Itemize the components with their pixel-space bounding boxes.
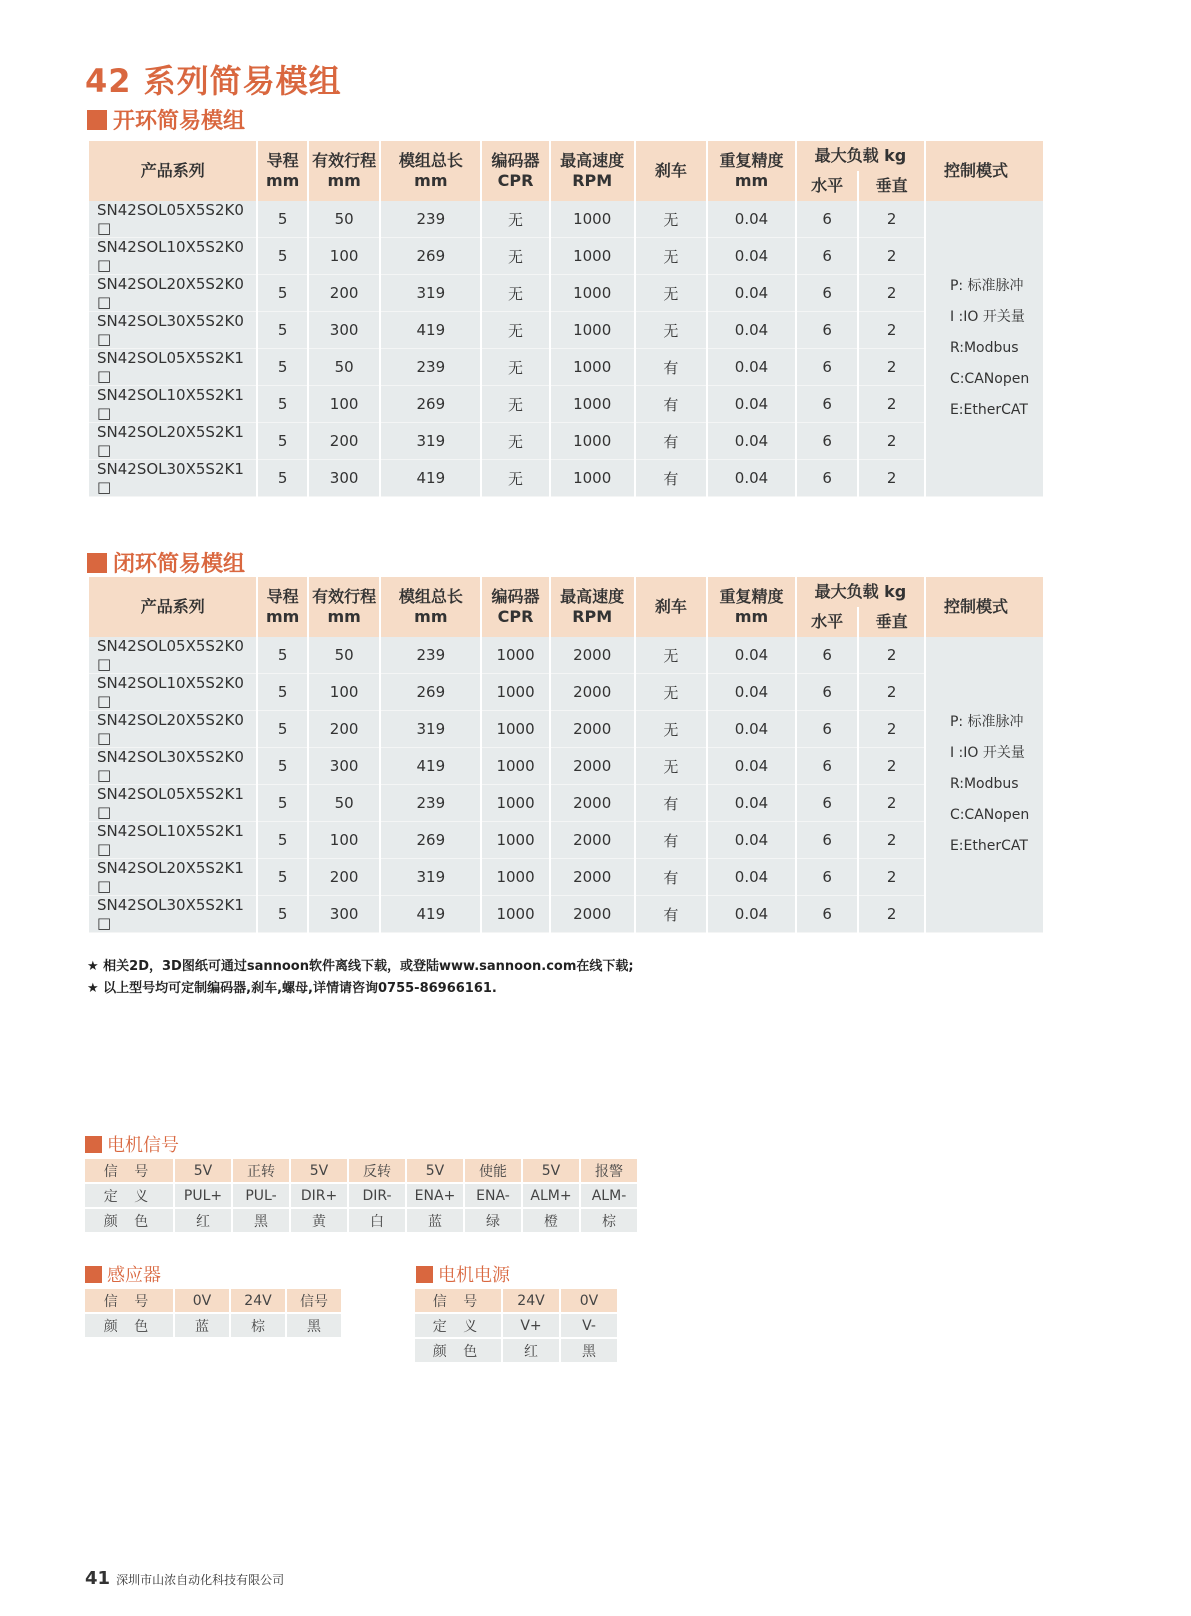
table-cell: 正转 — [233, 1159, 289, 1182]
cell-length: 239 — [381, 785, 480, 822]
cell-lead: 5 — [258, 275, 306, 312]
control-mode-item: C:CANopen — [949, 807, 1030, 823]
cell-load-vertical: 2 — [859, 674, 924, 711]
cell-brake: 无 — [636, 275, 707, 312]
table-cell: 蓝 — [407, 1209, 463, 1232]
cell-speed: 2000 — [551, 748, 634, 785]
cell-speed: 1000 — [551, 312, 634, 349]
table-row — [415, 1289, 617, 1312]
table-cell: 黑 — [233, 1209, 289, 1232]
cell-length: 239 — [381, 349, 480, 386]
col-series-header: 产品系列 — [89, 141, 256, 201]
motor-signal-heading — [85, 1131, 179, 1157]
table-row — [89, 711, 1043, 748]
sensor-heading — [85, 1261, 161, 1287]
cell-model: SN42SOL10X5S2K0 □ — [89, 238, 256, 275]
row-label: 信 号 — [85, 1289, 173, 1312]
cell-encoder: 无 — [482, 423, 549, 460]
cell-load-vertical: 2 — [859, 386, 924, 423]
cell-precision: 0.04 — [708, 386, 795, 423]
cell-load-vertical: 2 — [859, 896, 924, 933]
table-row — [89, 637, 1043, 674]
cell-stroke: 100 — [309, 674, 380, 711]
col-brake-header: 刹车 — [636, 141, 707, 201]
control-modes-cell — [926, 201, 1043, 497]
cell-model: SN42SOL30X5S2K0 □ — [89, 748, 256, 785]
cell-encoder: 1000 — [482, 674, 549, 711]
cell-brake: 有 — [636, 423, 707, 460]
cell-lead: 5 — [258, 312, 306, 349]
cell-speed: 1000 — [551, 349, 634, 386]
cell-lead: 5 — [258, 637, 306, 674]
motor-power-table — [413, 1287, 619, 1364]
cell-load-vertical: 2 — [859, 201, 924, 238]
table-row — [89, 201, 1043, 238]
table-cell: 蓝 — [175, 1314, 229, 1337]
control-mode-item: P: 标准脉冲 — [949, 714, 1024, 730]
cell-speed: 2000 — [551, 785, 634, 822]
cell-encoder: 1000 — [482, 711, 549, 748]
cell-load-vertical: 2 — [859, 637, 924, 674]
open-loop-heading-text: 开环简易模组 — [113, 109, 246, 134]
cell-brake: 无 — [636, 312, 707, 349]
cell-speed: 2000 — [551, 859, 634, 896]
table-cell: PUL- — [233, 1184, 289, 1207]
table-row — [89, 275, 1043, 312]
cell-load-vertical: 2 — [859, 460, 924, 497]
cell-speed: 2000 — [551, 822, 634, 859]
control-mode-item: E:EtherCAT — [949, 402, 1028, 418]
control-mode-item: P: 标准脉冲 — [949, 278, 1024, 294]
col-precision-header: 重复精度 mm — [708, 141, 795, 201]
col-brake-header: 刹车 — [636, 577, 707, 637]
cell-stroke: 300 — [309, 312, 380, 349]
col-control-header: 控制模式 — [926, 141, 1043, 201]
row-label: 信 号 — [415, 1289, 501, 1312]
cell-load-horizontal: 6 — [797, 201, 858, 238]
cell-model: SN42SOL30X5S2K1 □ — [89, 460, 256, 497]
page-number: 41 — [85, 1568, 111, 1589]
cell-stroke: 300 — [309, 748, 380, 785]
cell-load-horizontal: 6 — [797, 859, 858, 896]
cell-brake: 无 — [636, 238, 707, 275]
table-row — [89, 386, 1043, 423]
table-row — [89, 822, 1043, 859]
cell-speed: 1000 — [551, 275, 634, 312]
cell-precision: 0.04 — [708, 349, 795, 386]
cell-lead: 5 — [258, 674, 306, 711]
cell-load-horizontal: 6 — [797, 785, 858, 822]
cell-brake: 有 — [636, 349, 707, 386]
cell-load-vertical: 2 — [859, 349, 924, 386]
cell-load-vertical: 2 — [859, 822, 924, 859]
table-cell: 24V — [231, 1289, 285, 1312]
col-vertical-header: 垂直 — [859, 171, 924, 201]
cell-load-horizontal: 6 — [797, 674, 858, 711]
col-speed-header: 最高速度 RPM — [551, 577, 634, 637]
col-encoder-header: 编码器 CPR — [482, 577, 549, 637]
table-cell: 反转 — [349, 1159, 405, 1182]
cell-precision: 0.04 — [708, 201, 795, 238]
section-marker-icon — [85, 1266, 102, 1283]
cell-length: 239 — [381, 637, 480, 674]
cell-precision: 0.04 — [708, 822, 795, 859]
cell-model: SN42SOL05X5S2K1 □ — [89, 349, 256, 386]
table-cell: 使能 — [465, 1159, 521, 1182]
cell-load-vertical: 2 — [859, 859, 924, 896]
cell-model: SN42SOL05X5S2K0 □ — [89, 201, 256, 238]
control-mode-item: R:Modbus — [949, 776, 1019, 792]
row-label: 定 义 — [85, 1184, 173, 1207]
cell-stroke: 300 — [309, 460, 380, 497]
cell-lead: 5 — [258, 460, 306, 497]
table-cell: ALM+ — [523, 1184, 579, 1207]
cell-load-horizontal: 6 — [797, 349, 858, 386]
table-cell: 报警 — [581, 1159, 637, 1182]
table-row — [85, 1159, 637, 1182]
table-cell: 棕 — [581, 1209, 637, 1232]
note-line: ★ 以上型号均可定制编码器,刹车,螺母,详情请咨询0755-86966161. — [87, 981, 497, 996]
cell-lead: 5 — [258, 785, 306, 822]
table-cell: 红 — [175, 1209, 231, 1232]
cell-stroke: 200 — [309, 711, 380, 748]
col-stroke-header: 有效行程 mm — [309, 141, 380, 201]
table-cell: ALM- — [581, 1184, 637, 1207]
col-horizontal-header: 水平 — [797, 171, 858, 201]
cell-brake: 有 — [636, 859, 707, 896]
cell-stroke: 50 — [309, 637, 380, 674]
cell-load-horizontal: 6 — [797, 275, 858, 312]
cell-length: 419 — [381, 748, 480, 785]
cell-brake: 有 — [636, 460, 707, 497]
table-row — [415, 1314, 617, 1337]
table-row — [89, 674, 1043, 711]
cell-brake: 有 — [636, 386, 707, 423]
col-stroke-header: 有效行程 mm — [309, 577, 380, 637]
cell-precision: 0.04 — [708, 711, 795, 748]
cell-model: SN42SOL10X5S2K1 □ — [89, 822, 256, 859]
notes — [87, 956, 634, 1000]
cell-model: SN42SOL30X5S2K0 □ — [89, 312, 256, 349]
col-encoder-header: 编码器 CPR — [482, 141, 549, 201]
cell-lead: 5 — [258, 386, 306, 423]
cell-stroke: 100 — [309, 238, 380, 275]
cell-model: SN42SOL20X5S2K1 □ — [89, 859, 256, 896]
cell-model: SN42SOL05X5S2K1 □ — [89, 785, 256, 822]
col-length-header: 模组总长 mm — [381, 141, 480, 201]
cell-brake: 无 — [636, 748, 707, 785]
cell-stroke: 200 — [309, 859, 380, 896]
motor-signal-table — [83, 1157, 639, 1234]
open-loop-spec-table — [87, 141, 1045, 497]
sensor-heading-text: 感应器 — [107, 1265, 161, 1286]
cell-length: 419 — [381, 460, 480, 497]
table-cell: 5V — [291, 1159, 347, 1182]
table-cell: 绿 — [465, 1209, 521, 1232]
col-length-header: 模组总长 mm — [381, 577, 480, 637]
cell-length: 269 — [381, 386, 480, 423]
cell-brake: 有 — [636, 896, 707, 933]
cell-encoder: 无 — [482, 460, 549, 497]
table-cell: V- — [561, 1314, 617, 1337]
cell-lead: 5 — [258, 201, 306, 238]
cell-precision: 0.04 — [708, 275, 795, 312]
col-speed-header: 最高速度 RPM — [551, 141, 634, 201]
row-label: 颜 色 — [85, 1314, 173, 1337]
table-row — [85, 1314, 341, 1337]
motor-signal-heading-text: 电机信号 — [107, 1135, 179, 1156]
col-control-header: 控制模式 — [926, 577, 1043, 637]
control-mode-item: C:CANopen — [949, 371, 1030, 387]
table-cell: ENA- — [465, 1184, 521, 1207]
cell-model: SN42SOL30X5S2K1 □ — [89, 896, 256, 933]
table-cell: 24V — [503, 1289, 559, 1312]
table-row — [89, 460, 1043, 497]
table-cell: ENA+ — [407, 1184, 463, 1207]
sensor-table — [83, 1287, 343, 1339]
cell-lead: 5 — [258, 711, 306, 748]
table-row — [89, 785, 1043, 822]
cell-precision: 0.04 — [708, 460, 795, 497]
table-cell: 白 — [349, 1209, 405, 1232]
cell-load-vertical: 2 — [859, 711, 924, 748]
cell-precision: 0.04 — [708, 748, 795, 785]
cell-length: 239 — [381, 201, 480, 238]
section-marker-icon — [85, 1136, 102, 1153]
cell-speed: 1000 — [551, 423, 634, 460]
row-label: 颜 色 — [415, 1339, 501, 1362]
col-series-header: 产品系列 — [89, 577, 256, 637]
cell-precision: 0.04 — [708, 859, 795, 896]
cell-stroke: 100 — [309, 822, 380, 859]
cell-stroke: 50 — [309, 785, 380, 822]
cell-load-vertical: 2 — [859, 748, 924, 785]
cell-encoder: 无 — [482, 201, 549, 238]
cell-load-horizontal: 6 — [797, 423, 858, 460]
section-marker-icon — [87, 553, 107, 573]
note-line: ★ 相关2D，3D图纸可通过sannoon软件离线下载，或登陆www.sannoon.com在线下载; — [87, 959, 634, 974]
cell-stroke: 200 — [309, 423, 380, 460]
motor-power-heading-text: 电机电源 — [438, 1265, 510, 1286]
col-precision-header: 重复精度 mm — [708, 577, 795, 637]
cell-stroke: 50 — [309, 349, 380, 386]
cell-precision: 0.04 — [708, 674, 795, 711]
cell-lead: 5 — [258, 423, 306, 460]
col-load-header: 最大负载 kg — [797, 141, 924, 171]
table-row — [85, 1209, 637, 1232]
cell-length: 319 — [381, 859, 480, 896]
table-cell: 橙 — [523, 1209, 579, 1232]
cell-load-vertical: 2 — [859, 785, 924, 822]
closed-loop-spec-table — [87, 577, 1045, 933]
closed-loop-heading-text: 闭环简易模组 — [113, 552, 246, 577]
cell-speed: 2000 — [551, 674, 634, 711]
cell-length: 419 — [381, 312, 480, 349]
table-cell: 黄 — [291, 1209, 347, 1232]
cell-model: SN42SOL20X5S2K0 □ — [89, 275, 256, 312]
control-mode-item: I :IO 开关量 — [949, 745, 1025, 761]
col-vertical-header: 垂直 — [859, 607, 924, 637]
cell-speed: 2000 — [551, 896, 634, 933]
table-cell: 黑 — [561, 1339, 617, 1362]
table-cell: 5V — [407, 1159, 463, 1182]
col-lead-header: 导程 mm — [258, 141, 306, 201]
cell-load-horizontal: 6 — [797, 822, 858, 859]
cell-stroke: 50 — [309, 201, 380, 238]
cell-load-vertical: 2 — [859, 423, 924, 460]
table-cell: 5V — [523, 1159, 579, 1182]
table-cell: 5V — [175, 1159, 231, 1182]
cell-load-vertical: 2 — [859, 238, 924, 275]
cell-encoder: 无 — [482, 386, 549, 423]
cell-lead: 5 — [258, 748, 306, 785]
cell-encoder: 1000 — [482, 637, 549, 674]
table-row — [89, 423, 1043, 460]
cell-load-horizontal: 6 — [797, 896, 858, 933]
cell-speed: 1000 — [551, 386, 634, 423]
cell-speed: 2000 — [551, 637, 634, 674]
cell-model: SN42SOL10X5S2K0 □ — [89, 674, 256, 711]
cell-length: 319 — [381, 275, 480, 312]
row-label: 信 号 — [85, 1159, 173, 1182]
table-row — [89, 748, 1043, 785]
cell-encoder: 无 — [482, 275, 549, 312]
cell-load-horizontal: 6 — [797, 460, 858, 497]
cell-lead: 5 — [258, 349, 306, 386]
table-cell: DIR+ — [291, 1184, 347, 1207]
cell-encoder: 1000 — [482, 748, 549, 785]
cell-precision: 0.04 — [708, 312, 795, 349]
col-load-header: 最大负载 kg — [797, 577, 924, 607]
cell-brake: 无 — [636, 637, 707, 674]
cell-load-vertical: 2 — [859, 275, 924, 312]
col-horizontal-header: 水平 — [797, 607, 858, 637]
table-row — [85, 1289, 341, 1312]
table-row — [415, 1339, 617, 1362]
cell-load-horizontal: 6 — [797, 637, 858, 674]
cell-precision: 0.04 — [708, 785, 795, 822]
motor-power-heading — [416, 1261, 510, 1287]
table-cell: PUL+ — [175, 1184, 231, 1207]
col-lead-header: 导程 mm — [258, 577, 306, 637]
table-cell: 信号 — [287, 1289, 341, 1312]
cell-load-horizontal: 6 — [797, 748, 858, 785]
cell-length: 269 — [381, 674, 480, 711]
cell-model: SN42SOL20X5S2K0 □ — [89, 711, 256, 748]
open-loop-heading — [87, 104, 245, 135]
cell-length: 419 — [381, 896, 480, 933]
cell-load-horizontal: 6 — [797, 312, 858, 349]
cell-length: 269 — [381, 822, 480, 859]
cell-lead: 5 — [258, 238, 306, 275]
cell-precision: 0.04 — [708, 238, 795, 275]
cell-stroke: 100 — [309, 386, 380, 423]
table-cell: 黑 — [287, 1314, 341, 1337]
row-label: 颜 色 — [85, 1209, 173, 1232]
row-label: 定 义 — [415, 1314, 501, 1337]
cell-encoder: 1000 — [482, 785, 549, 822]
cell-precision: 0.04 — [708, 637, 795, 674]
cell-encoder: 1000 — [482, 859, 549, 896]
control-mode-item: I :IO 开关量 — [949, 309, 1025, 325]
table-cell: 红 — [503, 1339, 559, 1362]
table-row — [89, 312, 1043, 349]
table-row — [85, 1184, 637, 1207]
footer — [85, 1568, 284, 1589]
cell-model: SN42SOL10X5S2K1 □ — [89, 386, 256, 423]
cell-length: 319 — [381, 711, 480, 748]
section-marker-icon — [416, 1266, 433, 1283]
cell-model: SN42SOL05X5S2K0 □ — [89, 637, 256, 674]
table-row — [89, 896, 1043, 933]
page-title: 42 系列简易模组 — [85, 62, 342, 100]
cell-lead: 5 — [258, 896, 306, 933]
cell-brake: 无 — [636, 201, 707, 238]
cell-length: 269 — [381, 238, 480, 275]
company-name: 深圳市山浓自动化科技有限公司 — [116, 1573, 285, 1587]
cell-encoder: 1000 — [482, 896, 549, 933]
cell-model: SN42SOL20X5S2K1 □ — [89, 423, 256, 460]
cell-encoder: 无 — [482, 349, 549, 386]
cell-speed: 1000 — [551, 201, 634, 238]
closed-loop-heading — [87, 547, 245, 578]
cell-load-vertical: 2 — [859, 312, 924, 349]
cell-encoder: 无 — [482, 238, 549, 275]
cell-length: 319 — [381, 423, 480, 460]
cell-lead: 5 — [258, 822, 306, 859]
cell-speed: 1000 — [551, 238, 634, 275]
cell-lead: 5 — [258, 859, 306, 896]
cell-brake: 无 — [636, 711, 707, 748]
cell-encoder: 无 — [482, 312, 549, 349]
cell-precision: 0.04 — [708, 896, 795, 933]
cell-brake: 有 — [636, 822, 707, 859]
control-modes-cell — [926, 637, 1043, 933]
table-cell: DIR- — [349, 1184, 405, 1207]
table-cell: V+ — [503, 1314, 559, 1337]
cell-speed: 1000 — [551, 460, 634, 497]
control-mode-item: E:EtherCAT — [949, 838, 1028, 854]
cell-encoder: 1000 — [482, 822, 549, 859]
table-row — [89, 349, 1043, 386]
cell-stroke: 200 — [309, 275, 380, 312]
cell-load-horizontal: 6 — [797, 711, 858, 748]
table-cell: 棕 — [231, 1314, 285, 1337]
cell-speed: 2000 — [551, 711, 634, 748]
table-cell: 0V — [175, 1289, 229, 1312]
cell-stroke: 300 — [309, 896, 380, 933]
control-mode-item: R:Modbus — [949, 340, 1019, 356]
table-row — [89, 859, 1043, 896]
cell-brake: 无 — [636, 674, 707, 711]
cell-brake: 有 — [636, 785, 707, 822]
table-row — [89, 238, 1043, 275]
cell-load-horizontal: 6 — [797, 238, 858, 275]
cell-load-horizontal: 6 — [797, 386, 858, 423]
cell-precision: 0.04 — [708, 423, 795, 460]
table-cell: 0V — [561, 1289, 617, 1312]
section-marker-icon — [87, 110, 107, 130]
